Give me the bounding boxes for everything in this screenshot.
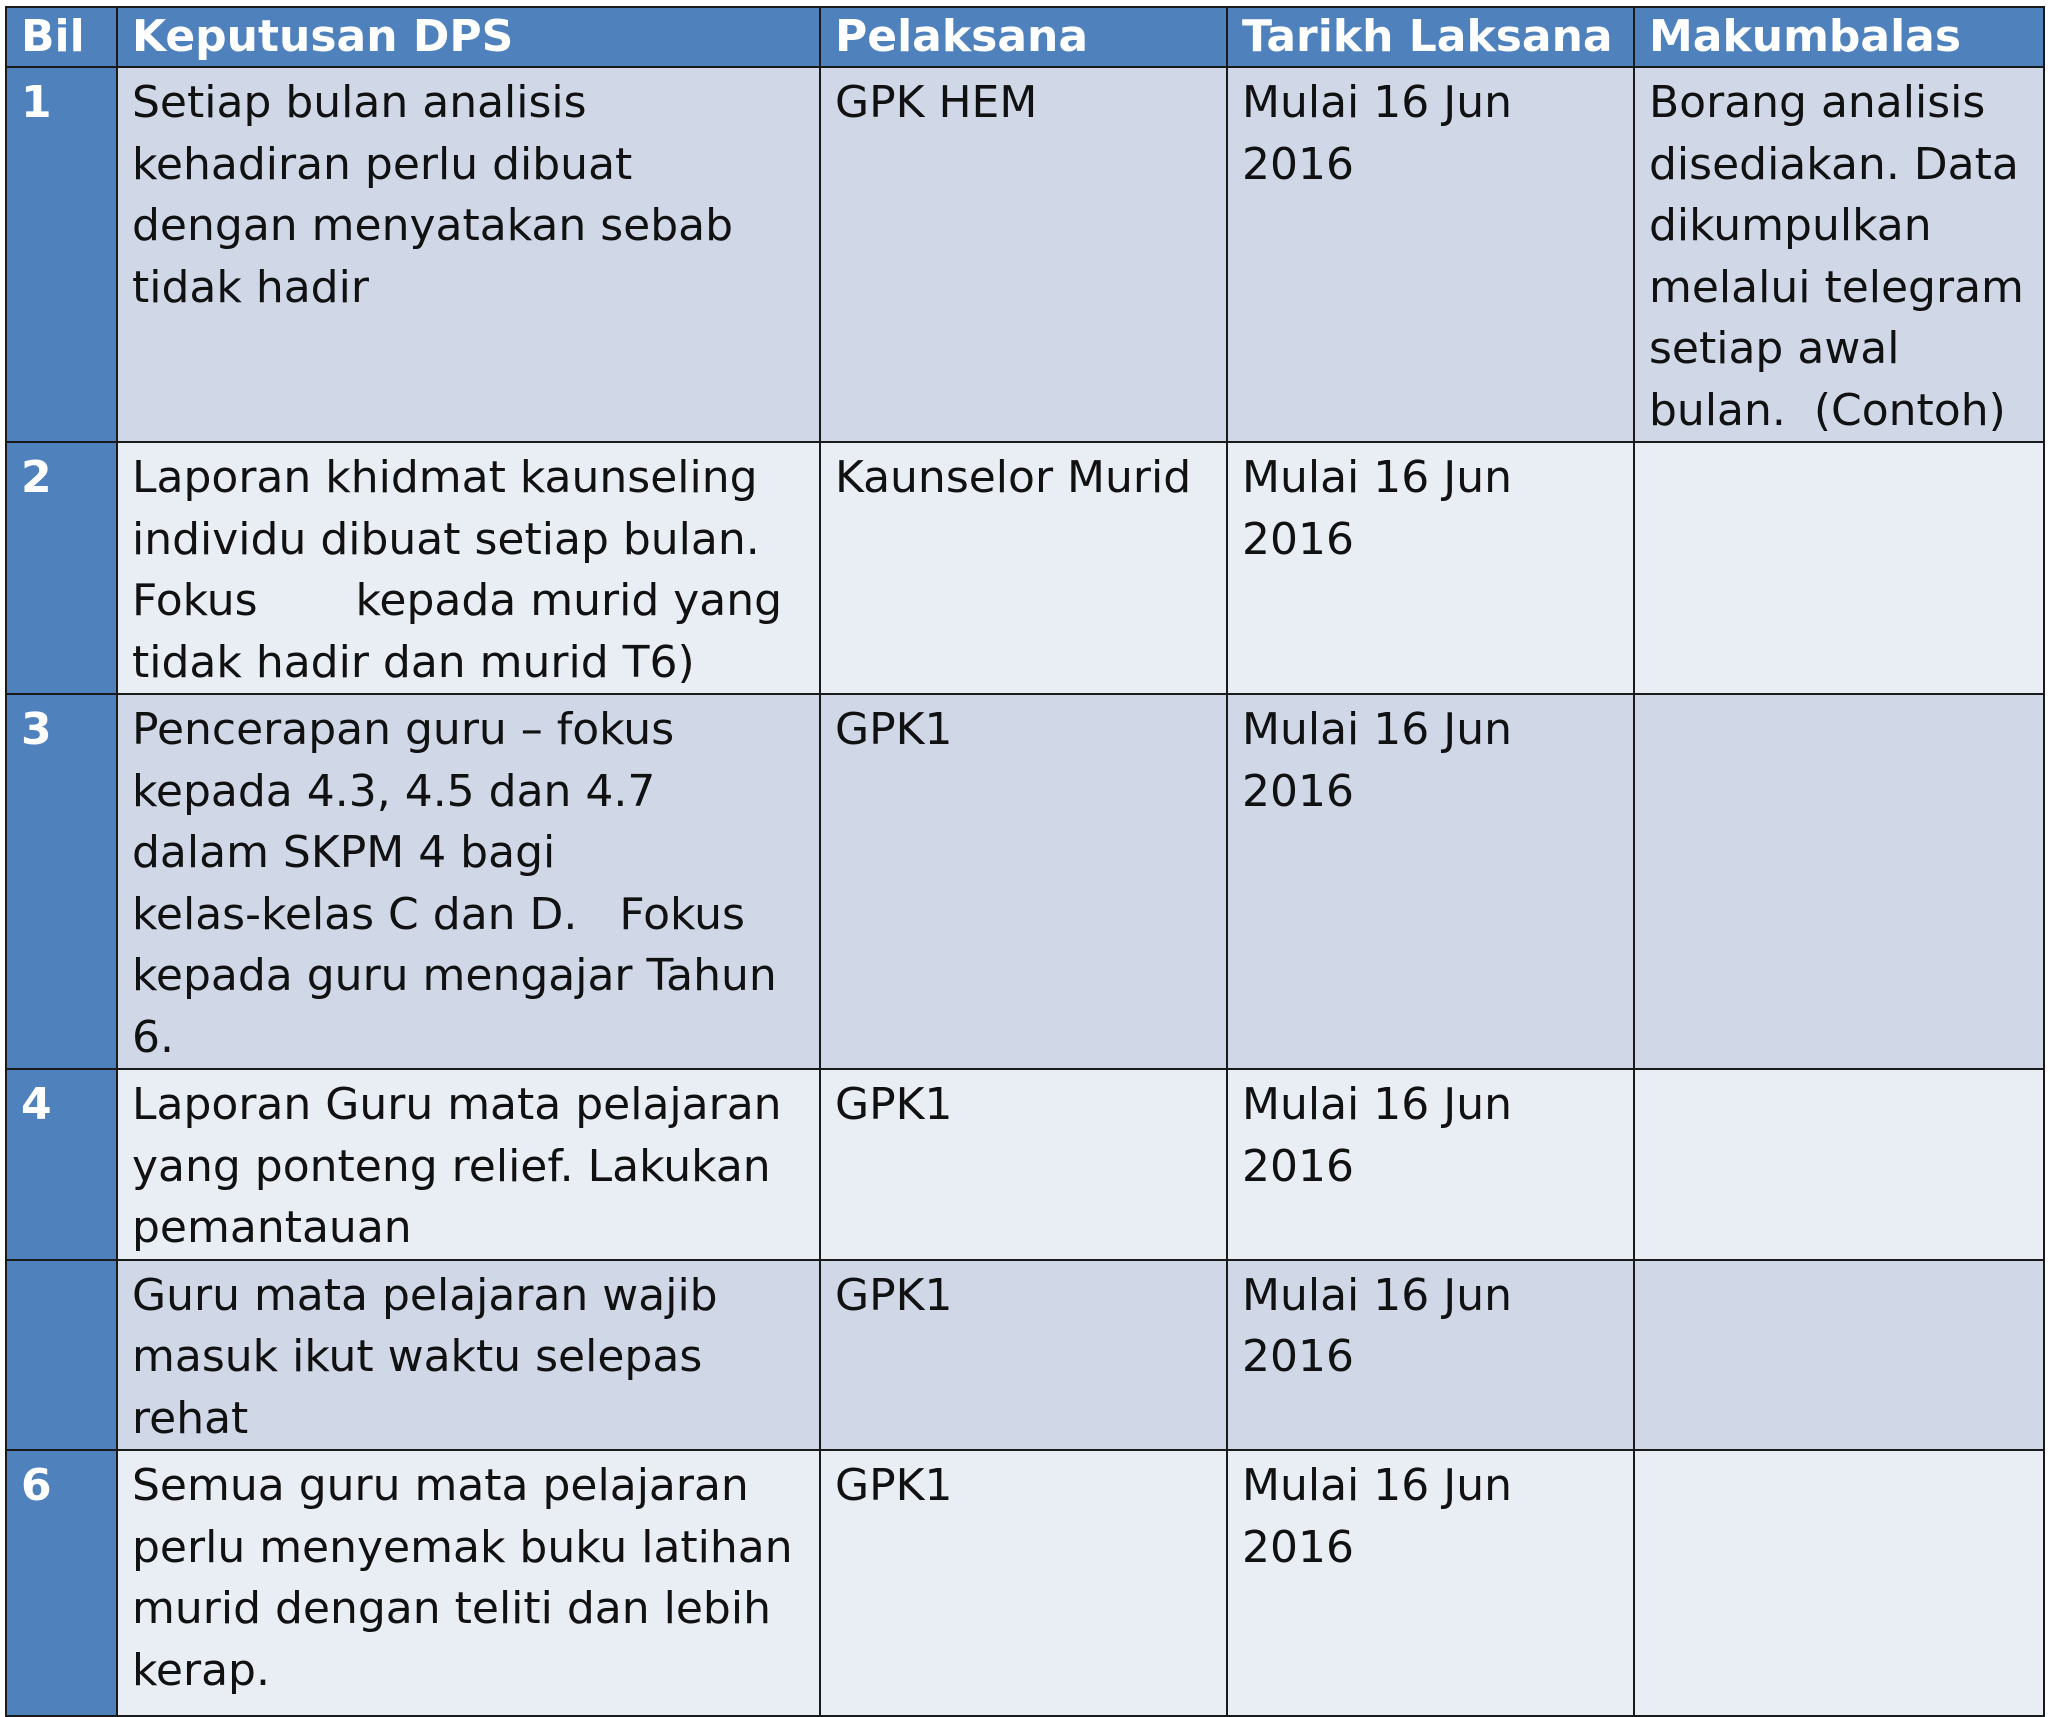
cell-pelaksana: GPK HEM	[820, 67, 1227, 442]
header-tarikh: Tarikh Laksana	[1227, 7, 1634, 67]
header-pelaksana: Pelaksana	[820, 7, 1227, 67]
cell-tarikh: Mulai 16 Jun 2016	[1227, 442, 1634, 694]
cell-bil: 6	[6, 1450, 117, 1716]
cell-bil: 1	[6, 67, 117, 442]
cell-tarikh: Mulai 16 Jun 2016	[1227, 67, 1634, 442]
cell-makumbalas	[1634, 67, 2044, 442]
cell-keputusan-text: Laporan Guru mata pelajaran yang ponteng relief. Lakukan pemantauan	[132, 1079, 796, 1253]
cell-keputusan-text: Semua guru mata pelajaran perlu menyemak buku latihan murid dengan teliti dan lebih kerap.	[132, 1460, 807, 1696]
table-row	[6, 1069, 2044, 1260]
cell-tarikh: Mulai 16 Jun 2016	[1227, 1069, 1634, 1260]
cell-makumbalas	[1634, 1069, 2044, 1260]
decision-table	[5, 6, 2045, 1717]
cell-keputusan	[117, 442, 820, 694]
cell-makumbalas	[1634, 1260, 2044, 1451]
cell-keputusan-text: Setiap bulan analisis kehadiran perlu dibuat dengan menyatakan sebab tidak hadir	[132, 77, 748, 313]
cell-keputusan	[117, 1450, 820, 1716]
cell-makumbalas	[1634, 442, 2044, 694]
table-row	[6, 67, 2044, 442]
header-makumbalas: Makumbalas	[1634, 7, 2044, 67]
cell-tarikh: Mulai 16 Jun 2016	[1227, 694, 1634, 1069]
cell-keputusan-text: Pencerapan guru – fokus kepada 4.3, 4.5 dan 4.7 dalam SKPM 4 bagi kelas-kelas C dan D. Fokus kepada guru mengajar Tahun 6.	[132, 704, 791, 1063]
cell-tarikh: Mulai 16 Jun 2016	[1227, 1450, 1634, 1716]
cell-keputusan	[117, 67, 820, 442]
cell-keputusan	[117, 1069, 820, 1260]
cell-keputusan-text: Laporan khidmat kaunseling individu dibuat setiap bulan. Fokus kepada murid yang tidak hadir dan murid T6)	[132, 452, 797, 688]
cell-bil: 2	[6, 442, 117, 694]
cell-pelaksana: GPK1	[820, 1260, 1227, 1451]
cell-pelaksana: GPK1	[820, 1450, 1227, 1716]
header-bil: Bil	[6, 7, 117, 67]
header-keputusan: Keputusan DPS	[117, 7, 820, 67]
cell-bil: 4	[6, 1069, 117, 1260]
cell-keputusan	[117, 694, 820, 1069]
cell-keputusan	[117, 1260, 820, 1451]
cell-makumbalas	[1634, 1450, 2044, 1716]
table-row	[6, 442, 2044, 694]
decision-table-container	[5, 6, 2043, 1696]
cell-bil	[6, 1260, 117, 1451]
cell-makumbalas-text: Borang analisis disediakan. Data dikumpulkan melalui telegram setiap awal bulan. (Contoh)	[1649, 77, 2038, 436]
table-row	[6, 1260, 2044, 1451]
table-header-row	[6, 7, 2044, 67]
table-row	[6, 1450, 2044, 1716]
cell-tarikh: Mulai 16 Jun 2016	[1227, 1260, 1634, 1451]
cell-pelaksana: Kaunselor Murid	[820, 442, 1227, 694]
cell-pelaksana: GPK1	[820, 1069, 1227, 1260]
cell-pelaksana: GPK1	[820, 694, 1227, 1069]
table-row	[6, 694, 2044, 1069]
cell-makumbalas	[1634, 694, 2044, 1069]
cell-bil: 3	[6, 694, 117, 1069]
cell-keputusan-text: Guru mata pelajaran wajib masuk ikut waktu selepas rehat	[132, 1269, 732, 1444]
